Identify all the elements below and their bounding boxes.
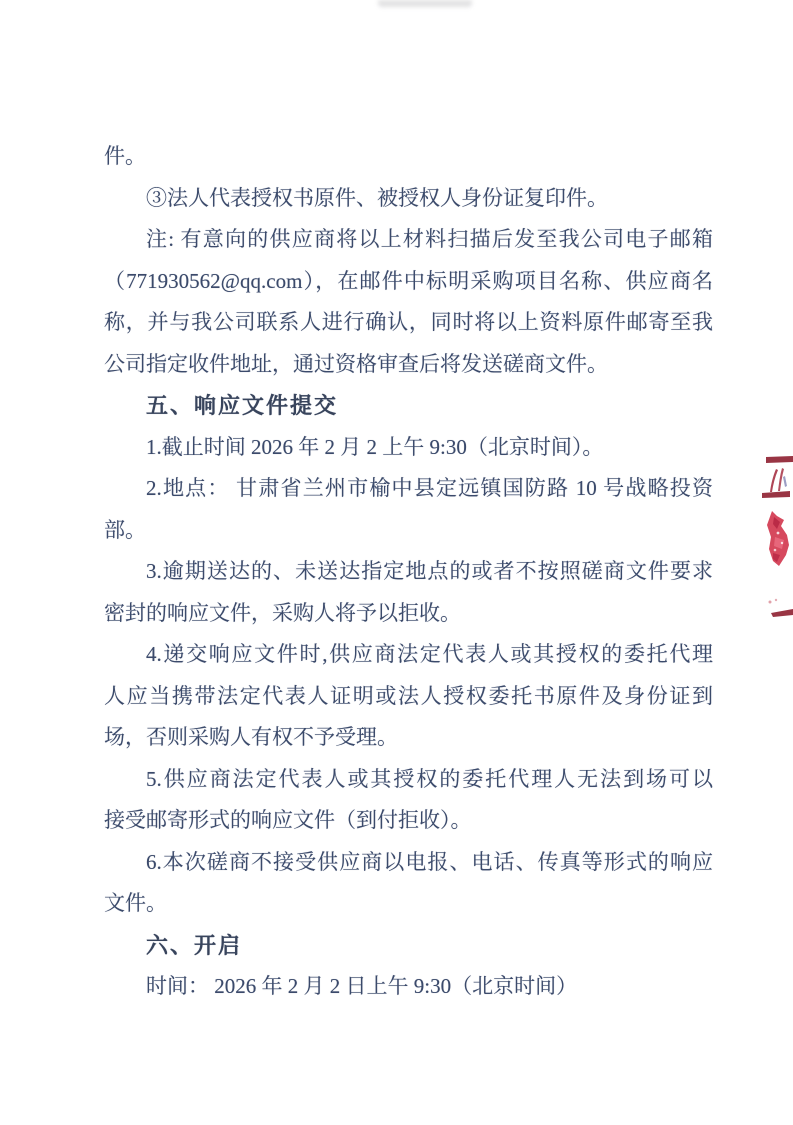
- document-line: 公司指定收件地址，通过资格审查后将发送磋商文件。: [104, 351, 608, 376]
- document-line: 部。: [104, 517, 146, 542]
- document-line: 件。: [104, 144, 146, 168]
- document-line: 时间： 2026 年 2 月 2 日上午 9:30（北京时间）: [146, 974, 578, 998]
- document-line: （771930562@qq.com），在邮件中标明采购项目名称、供应商名: [104, 268, 713, 293]
- document-line: 文件。: [104, 891, 167, 915]
- document-line: 六、开启: [146, 932, 243, 958]
- document-line: 场，否则采购人有权不予受理。: [104, 725, 398, 749]
- document-line: 5.供应商法定代表人或其授权的委托代理人无法到场可以: [146, 766, 713, 791]
- document-line: 注: 有意向的供应商将以上材料扫描后发至我公司电子邮箱: [146, 227, 713, 251]
- seal-fragment-middle-icon: [760, 509, 791, 571]
- document-line: 密封的响应文件，采购人将予以拒收。: [104, 600, 461, 625]
- document-line: ③法人代表授权书原件、被授权人身份证复印件。: [146, 185, 608, 210]
- document-body: [104, 136, 713, 1008]
- seal-fragment-top-icon: [759, 452, 793, 504]
- document-line: 接受邮寄形式的响应文件（到付拒收）。: [104, 808, 472, 832]
- document-line: 4.递交响应文件时,供应商法定代表人或其授权的委托代理: [146, 642, 713, 666]
- document-line: 3.逾期送达的、未送达指定地点的或者不按照磋商文件要求: [146, 559, 713, 583]
- document-line: 称，并与我公司联系人进行确认，同时将以上资料原件邮寄至我: [104, 310, 713, 334]
- seal-fragment-bottom-icon: [763, 595, 793, 621]
- document-line: 五、响应文件提交: [146, 393, 339, 418]
- scan-artifact-smudge: [378, 0, 472, 7]
- document-line: 2.地点： 甘肃省兰州市榆中县定远镇国防路 10 号战略投资: [146, 476, 713, 500]
- document-line: 人应当携带法定代表人证明或法人授权委托书原件及身份证到: [104, 683, 713, 708]
- document-line: 1.截止时间 2026 年 2 月 2 上午 9:30（北京时间）。: [146, 434, 604, 459]
- document-line: 6.本次磋商不接受供应商以电报、电话、传真等形式的响应: [146, 849, 713, 874]
